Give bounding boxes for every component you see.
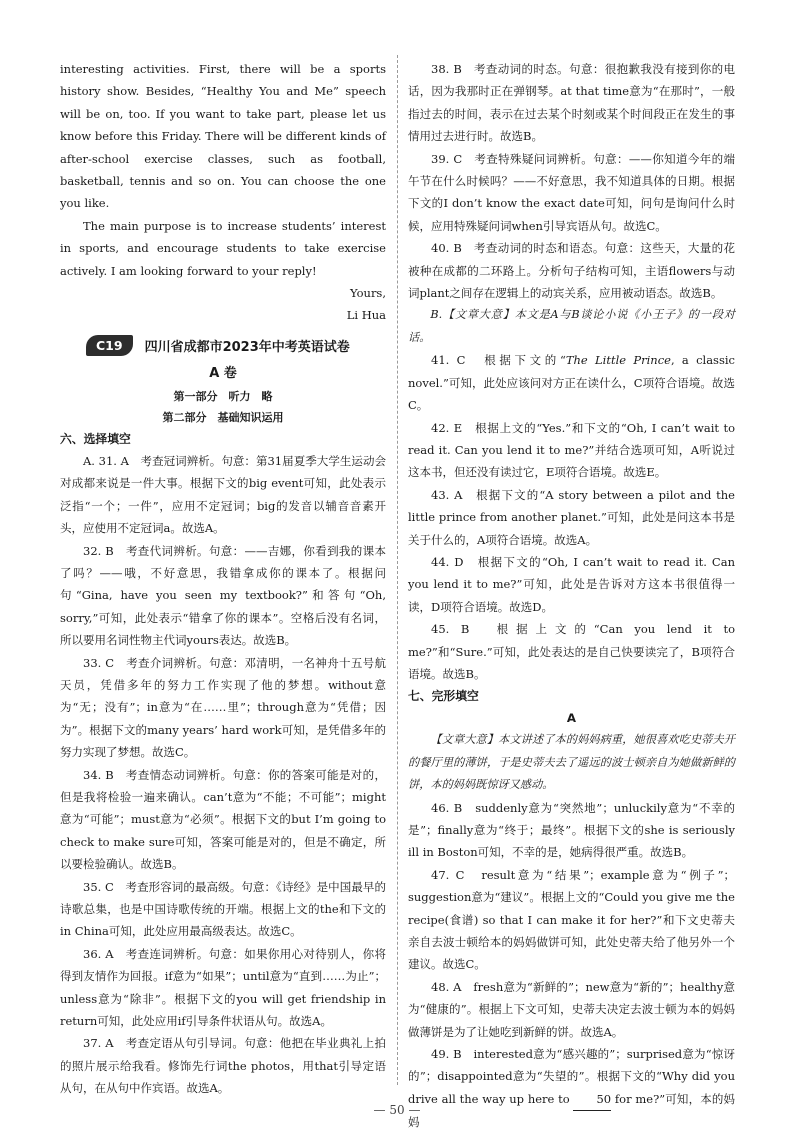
answer-text: , a classic novel.”可知，此处应该问对方正在读什么，C项符合语境。故选C。 xyxy=(408,353,735,413)
passage-summary: 【文章大意】本文讲述了本的妈妈病重，她很喜欢吃史蒂夫开的餐厅里的薄饼，于是史蒂夫去了遥远的波士顿亲自为她做新鲜的饼，本的妈妈既惊讶又感动。 xyxy=(408,733,735,792)
answer-item: 44. D 根据下文的“Oh, I can’t wait to read it. Can you lend it to me?”可知，此处是告诉对方这本书很值得一读，D项符合语境。故选D。 xyxy=(408,554,735,614)
answer-item: 32. B 考查代词辨析。句意：——吉娜，你看到我的课本了吗？——哦，不好意思，我错拿成你的课本了。根据问句“Gina, have you seen my textbook?”和答句“Oh, sorry,”可知，此处表示“错拿了你的课本”。空格后没有名词，所以要用名词性物主代词yours表达。故选B。 xyxy=(60,543,386,648)
left-column xyxy=(60,58,386,1100)
answer-item: 47. C result意为“结果”；example意为“例子”；suggestion意为“建议”。根据上文的“Could you give me the recipe(食谱) so that I can make it for her?”和下文史蒂夫亲自去波士顿给本的妈妈做饼可知，此处史蒂夫给了他另外一个建议。故选C。 xyxy=(408,867,735,972)
answer-item: 45. B 根据上文的“Can you lend it to me?”和“Sure.”可知，此处表达的是自己快要读完了，B项符合语境。故选B。 xyxy=(408,622,735,681)
exam-heading xyxy=(60,335,386,356)
answer-text: for me?”可知，本的妈妈 xyxy=(408,1091,735,1130)
answer-item: 34. B 考查情态动词辨析。句意：你的答案可能是对的，但是我将检验一遍来确认。can’t意为“不能；不可能”；might意为“可能”；must意为“必须”。根据下文的but I’m going to check to make sure可知，答案可能是对的，但是不确定，所以要检验确认。故选B。 xyxy=(60,767,386,872)
page-number: — 50 — xyxy=(373,1103,421,1117)
book-title: The Little Prince xyxy=(565,353,671,368)
answer-item: 43. A 根据下文的“A story between a pilot and the little prince from another planet.”可知，此处是问这本书是关于什么的，A项符合语境。故选A。 xyxy=(408,487,735,547)
letter-closing: Yours, xyxy=(350,286,386,301)
answer-item: 35. C 考查形容词的最高级。句意：《诗经》是中国最早的诗歌总集，也是中国诗歌传统的开端。根据上文的the和下文的in China可知，此处应用最高级表达。故选C。 xyxy=(60,879,386,939)
exam-title: 四川省成都市2023年中考英语试卷 xyxy=(144,339,350,355)
section-heading: 六、选择填空 xyxy=(60,431,131,446)
answer-item: A. 31. A 考查冠词辨析。句意：第31届夏季大学生运动会对成都来说是一件大事。根据下文的big event可知，此处表示泛指“一个；一件”，应用不定冠词；big的发音以辅音音素开头，应使用不定冠词a。故选A。 xyxy=(60,453,386,536)
answer-text: 49. B interested意为“感兴趣的”；surprised意为“惊讶的”；disappointed意为“失望的”。根据下文的“Why did you drive all the way up here to xyxy=(408,1047,735,1106)
part-heading: 第一部分 听力 略 xyxy=(173,389,273,403)
answer-item: 40. B 考查动词的时态和语态。句意：这些天，大量的花被种在成都的二环路上。分析句子结构可知，主语flowers与动词plant之间存在逻辑上的动宾关系，应用被动语态。故选B。 xyxy=(408,241,735,301)
letter-paragraph: interesting activities. First, there will be a sports history show. Besides, “Healthy You and Me” speech will be on, too. If you want to take part, please let us know before this Friday. There will be different kinds of after-school exercise classes, such as football, basketball, tennis and so on. You can choose the one you like. xyxy=(60,62,386,211)
right-column xyxy=(408,58,735,1134)
exam-badge: C19 xyxy=(86,335,133,356)
answer-item: 46. B suddenly意为“突然地”；unluckily意为“不幸的是”；finally意为“终于；最终”。根据下文的she is seriously ill in Boston可知，不幸的是，她病得很严重。故选B。 xyxy=(408,800,735,860)
answer-item: 36. A 考查连词辨析。句意：如果你用心对待别人，你将得到友情作为回报。if意为“如果”；until意为“直到……为止”；unless意为“除非”。根据下文的you will get friendship in return可知，此处应用if引导条件状语从句。故选A。 xyxy=(60,946,386,1029)
answer-item xyxy=(408,349,735,416)
answer-item: 42. E 根据上文的“Yes.”和下文的“Oh, I can’t wait to read it. Can you lend it to me?”并结合选项可知，A听说过这本书，但还没有读过它，E项符合语境。故选E。 xyxy=(408,420,735,480)
volume-heading: A 卷 xyxy=(209,365,237,381)
answer-item: 48. A fresh意为“新鲜的”；new意为“新的”；healthy意为“健康的”。根据上下文可知，史蒂夫决定去波士顿为本的妈妈做薄饼是为了让她吃到新鲜的饼。故选A。 xyxy=(408,979,735,1039)
answer-item: 38. B 考查动词的时态。句意：很抱歉我没有接到你的电话，因为我那时正在弹钢琴。at that time意为“在那时”，一般指过去的时间，表示在过去某个时刻或某个时间段正在发生的事情用过去进行时。故选B。 xyxy=(408,62,735,144)
blank-number: 50 xyxy=(573,1088,611,1111)
answer-item: 37. A 考查定语从句引导词。句意：他把在毕业典礼上拍的照片展示给我看。修饰先行词the photos，用that引导定语从句，在从句中作宾语。故选A。 xyxy=(60,1036,386,1096)
part-heading: 第二部分 基础知识运用 xyxy=(162,410,284,424)
answer-text: 41. C 根据下文的“ xyxy=(431,353,566,368)
answer-item: 33. C 考查介词辨析。句意：邓清明，一名神舟十五号航天员，凭借多年的努力工作实现了他的梦想。without意为“无；没有”；in意为“在……里”；through意为“凭借；因为”。根据下文的many years’ hard work可知，是凭借多年的努力实现了梦想。故选C。 xyxy=(60,655,386,760)
answer-item: 39. C 考查特殊疑问词辨析。句意：——你知道今年的端午节在什么时候吗？——不好意思，我不知道具体的日期。根据下文的I don’t know the exact date可知，问句是询问什么时候，应用特殊疑问词when引导宾语从句。故选C。 xyxy=(408,151,735,233)
passage-summary: B.【文章大意】本文是A与B谈论小说《小王子》的一段对话。 xyxy=(408,308,735,344)
letter-paragraph: The main purpose is to increase students’ interest in sports, and encourage students to take exercise actively. I am looking forward to your reply! xyxy=(60,218,386,278)
section-heading: 七、完形填空 xyxy=(408,689,479,704)
passage-label: A xyxy=(566,711,577,726)
letter-signature: Li Hua xyxy=(346,308,386,323)
answer-item xyxy=(408,1043,735,1134)
column-divider xyxy=(397,55,398,1085)
